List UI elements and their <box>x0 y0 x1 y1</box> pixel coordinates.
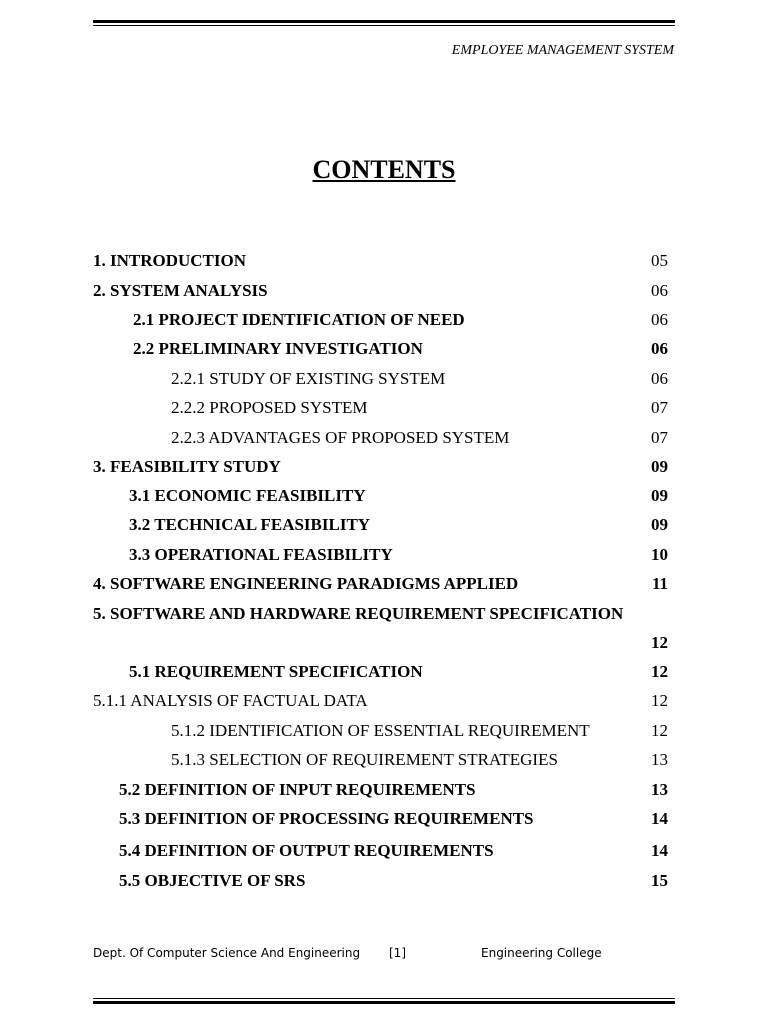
toc-entry <box>0 719 768 743</box>
toc-entry-page: 07 <box>651 398 668 417</box>
toc-entry-page: 05 <box>651 251 668 270</box>
footer-department: Dept. Of Computer Science And Engineering <box>93 946 361 960</box>
toc-entry-page: 15 <box>651 871 668 890</box>
toc-entry <box>0 748 768 772</box>
toc-entry-page: 14 <box>651 841 668 860</box>
toc-entry-label: 2.2.2 PROPOSED SYSTEM <box>171 398 368 417</box>
toc-entry-label: 5.2 DEFINITION OF INPUT REQUIREMENTS <box>119 780 476 799</box>
toc-entry-label: 5.3 DEFINITION OF PROCESSING REQUIREMENTS <box>119 809 534 828</box>
toc-entry-page: 12 <box>651 691 668 710</box>
toc-entry <box>0 455 768 479</box>
footer-page-number: [1] <box>389 946 406 960</box>
toc-entry-page: 10 <box>651 545 668 564</box>
toc-entry-page: 06 <box>651 339 668 358</box>
toc-entry <box>0 367 768 391</box>
toc-entry <box>0 807 768 831</box>
toc-entry-label: 3. FEASIBILITY STUDY <box>93 457 281 476</box>
toc-entry <box>0 279 768 303</box>
toc-entry-page: 14 <box>651 809 668 828</box>
toc-entry <box>0 337 768 361</box>
toc-entry <box>0 839 768 863</box>
toc-entry <box>0 660 768 684</box>
toc-entry-continuation <box>0 631 768 655</box>
footer-college: Engineering College <box>481 946 602 960</box>
toc-entry-label: 1. INTRODUCTION <box>93 251 247 270</box>
toc-entry-label: 3.1 ECONOMIC FEASIBILITY <box>129 486 366 505</box>
toc-entry <box>0 484 768 508</box>
page-title: CONTENTS <box>312 155 456 184</box>
toc-entry-page: 09 <box>651 486 668 505</box>
toc-entry-label: 5.1.3 SELECTION OF REQUIREMENT STRATEGIES <box>171 750 558 769</box>
toc-entry <box>0 249 768 273</box>
toc-entry <box>0 308 768 332</box>
toc-entry-label: 3.3 OPERATIONAL FEASIBILITY <box>129 545 393 564</box>
toc-entry-label: 2.1 PROJECT IDENTIFICATION OF NEED <box>133 310 465 329</box>
toc-entry-label: 5.1 REQUIREMENT SPECIFICATION <box>129 662 423 681</box>
toc-entry <box>0 869 768 893</box>
toc-entry <box>0 602 768 626</box>
header-rule <box>93 20 675 23</box>
toc-entry <box>0 778 768 802</box>
toc-entry-label: 5. SOFTWARE AND HARDWARE REQUIREMENT SPECIFICATION <box>93 604 624 623</box>
toc-entry-page: 11 <box>651 574 668 593</box>
toc-entry-page: 06 <box>651 281 668 300</box>
running-header: EMPLOYEE MANAGEMENT SYSTEM <box>451 43 674 58</box>
toc-entry-label: 5.1.2 IDENTIFICATION OF ESSENTIAL REQUIREMENT <box>171 721 590 740</box>
toc-entry-label: 2.2.3 ADVANTAGES OF PROPOSED SYSTEM <box>171 428 510 447</box>
toc-entry <box>0 426 768 450</box>
toc-entry-label: 4. SOFTWARE ENGINEERING PARADIGMS APPLIED <box>93 574 519 593</box>
footer-rule <box>93 998 675 999</box>
toc-entry <box>0 572 768 596</box>
toc-entry-page: 12 <box>651 721 668 740</box>
toc-entry-label: 5.5 OBJECTIVE OF SRS <box>119 871 306 890</box>
toc-entry-page: 09 <box>651 515 668 534</box>
toc-entry <box>0 396 768 420</box>
toc-entry-label: 2.2.1 STUDY OF EXISTING SYSTEM <box>171 369 446 388</box>
toc-entry <box>0 513 768 537</box>
toc-entry-page: 09 <box>651 457 668 476</box>
toc-entry-page: 06 <box>651 369 668 388</box>
toc-entry-page: 13 <box>651 780 668 799</box>
toc-entry <box>0 543 768 567</box>
toc-entry-page: 07 <box>651 428 668 447</box>
toc-entry-page: 12 <box>651 662 668 681</box>
toc-entry-page: 12 <box>651 633 668 652</box>
toc-entry-label: 5.1.1 ANALYSIS OF FACTUAL DATA <box>93 691 368 710</box>
toc-entry <box>0 689 768 713</box>
toc-entry-page: 13 <box>651 750 668 769</box>
toc-entry-label: 3.2 TECHNICAL FEASIBILITY <box>129 515 371 534</box>
toc-entry-label: 2.2 PRELIMINARY INVESTIGATION <box>133 339 423 358</box>
toc-entry-label: 2. SYSTEM ANALYSIS <box>93 281 268 300</box>
toc-entry-label: 5.4 DEFINITION OF OUTPUT REQUIREMENTS <box>119 841 494 860</box>
toc-entry-page: 06 <box>651 310 668 329</box>
